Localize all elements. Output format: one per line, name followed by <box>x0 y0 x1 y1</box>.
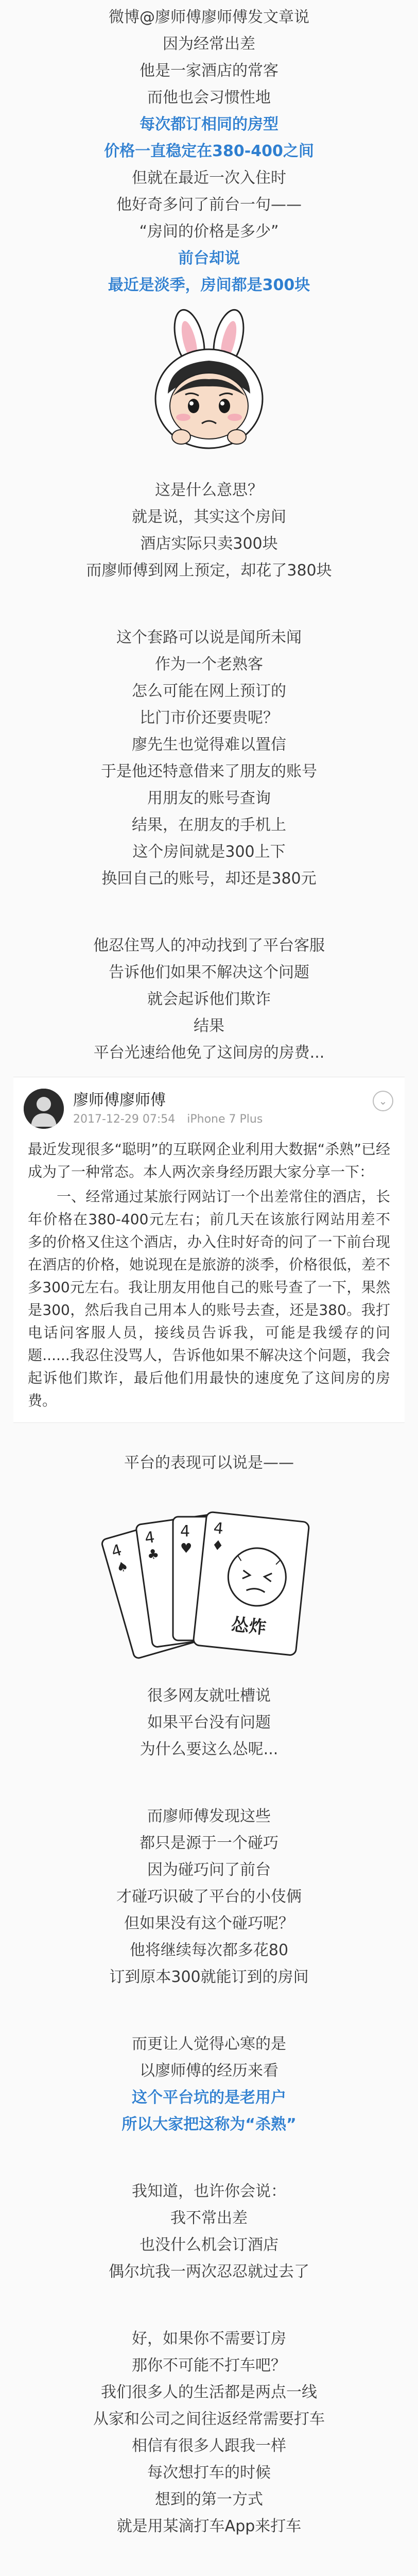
text-line: 他忍住骂人的冲动找到了平台客服 <box>93 937 325 955</box>
svg-text:4: 4 <box>109 1541 124 1562</box>
text-line: 从家和公司之间往返经常需要打车 <box>93 2410 325 2428</box>
objection-section <box>0 2178 418 2285</box>
taxi-lines <box>21 2326 397 2540</box>
text-line: 价格一直稳定在380-400之间 <box>104 142 314 160</box>
text-line: 他将继续每次都多花80 <box>129 1941 289 1959</box>
platform-section <box>0 1450 418 1477</box>
post-paragraph-1: 最近发现很多“聪明”的互联网企业利用大数据“杀熟”已经成为了一种常态。本人两次亲身经历跟大家分享一下： <box>28 1141 390 1180</box>
text-line: 很多网友就吐槽说 <box>147 1687 271 1705</box>
text-line: 酒店实际只卖300块 <box>140 535 278 553</box>
text-line: 比门市价还要贵呢？ <box>140 709 278 727</box>
illustration-caption: 怂炸 <box>230 1614 268 1639</box>
text-line: 换回自己的账号，却还是380元 <box>101 870 317 888</box>
text-line: 这是什么意思？ <box>155 481 263 499</box>
coincidence-lines <box>21 1803 397 1991</box>
text-line: 微博@廖师傅廖师傅发文章说 <box>109 8 309 26</box>
svg-text:4: 4 <box>143 1528 156 1548</box>
text-line: 相信有很多人跟我一样 <box>132 2437 286 2455</box>
text-line: 因为碰巧问了前台 <box>147 1861 271 1879</box>
text-line: 告诉他们如果不解决这个问题 <box>109 963 309 981</box>
text-line: 作为一个老熟客 <box>155 655 263 673</box>
intro-section <box>0 0 418 299</box>
post-paragraph-2: 一、经常通过某旅行网站订一个出差常住的酒店，长年价格在380-400元左右；前几天在该旅行网站用差不多的价格又住这个酒店，办入住时好奇的问了一下前台现在酒店的价格，她说现在是旅游的淡季，价格很低，差不多300元左右。我让朋友用他自己的账号查了一下，果然是300，然后我自己用本人的账号去查，还是380。我打电话问客服人员，接线员告诉我，可能是我缓存的问题......我忍住没骂人，告诉他如果不解决这个问题，我会起诉他们欺诈，最后他们用最快的速度免了这间房的房费。 <box>28 1188 390 1409</box>
svg-text:♥: ♥ <box>180 1541 193 1556</box>
text-line: 最近是淡季，房间都是300块 <box>108 276 310 294</box>
text-line: 这个套路可以说是闻所未闻 <box>116 629 302 647</box>
objection-lines <box>21 2178 397 2285</box>
text-line: 订到原本300就能订到的房间 <box>109 1968 309 1986</box>
avatar[interactable] <box>24 1089 64 1129</box>
user-meta <box>73 1090 271 1128</box>
text-line: 因为经常出差 <box>163 35 255 53</box>
svg-text:♠: ♠ <box>114 1558 131 1577</box>
complaint-section <box>0 933 418 1066</box>
text-line: 平台光速给他免了这间房的房费... <box>93 1044 325 1062</box>
text-line: 前台却说 <box>178 249 240 267</box>
text-line: 于是他还特意借来了朋友的账号 <box>101 762 317 781</box>
text-line: 结果，在朋友的手机上 <box>132 816 286 834</box>
post-meta <box>73 1111 271 1128</box>
worried-bunny-icon <box>132 307 286 462</box>
playing-cards-icon <box>75 1487 343 1667</box>
text-line: 他好奇多问了前台一句—— <box>116 196 302 214</box>
text-line: 用朋友的账号查询 <box>147 789 271 807</box>
intro-lines <box>21 4 397 299</box>
text-line: “房间的价格是多少” <box>139 223 279 241</box>
text-line: 那你不可能不打车吧？ <box>132 2357 286 2375</box>
post-body <box>13 1138 405 1422</box>
platform-line: 平台的表现可以说是—— <box>124 1454 294 1472</box>
text-line: 就是用某滴打车App来打车 <box>116 2517 302 2535</box>
loyal-user-lines <box>21 2031 397 2138</box>
svg-text:4: 4 <box>180 1522 190 1540</box>
text-line: 我不常出差 <box>170 2209 248 2227</box>
text-line: 也没什么机会订酒店 <box>140 2236 278 2254</box>
chevron-down-icon: ⌄ <box>378 1095 388 1107</box>
netizen-section <box>0 1683 418 1763</box>
text-line: 他是一家酒店的常客 <box>140 62 278 80</box>
text-line: 这个房间就是300上下 <box>132 843 286 861</box>
text-line: 但就在最近一次入住时 <box>132 169 286 187</box>
text-line: 廖先生也觉得难以置信 <box>132 736 286 754</box>
explanation-section <box>0 477 418 584</box>
text-line: 偶尔坑我一两次忍忍就过去了 <box>109 2263 309 2281</box>
text-line: 就是说，其实这个房间 <box>132 508 286 526</box>
weibo-post-card <box>13 1077 405 1423</box>
taxi-section <box>0 2326 418 2540</box>
text-line: 而更让人觉得心寒的是 <box>132 2035 286 2053</box>
text-line: 怎么可能在网上预订的 <box>132 682 286 700</box>
netizen-lines <box>21 1683 397 1763</box>
text-line: 结果 <box>194 1017 224 1035</box>
avatar-icon <box>24 1089 64 1129</box>
more-button[interactable] <box>373 1091 393 1111</box>
svg-text:♦: ♦ <box>211 1537 225 1554</box>
text-line: 每次都订相同的房型 <box>140 115 278 133</box>
text-line: 如果平台没有问题 <box>147 1714 271 1732</box>
cards-illustration <box>0 1487 418 1667</box>
text-line: 但如果没有这个碰巧呢？ <box>124 1914 294 1933</box>
loyal-user-section <box>0 2031 418 2138</box>
text-line: 才碰巧识破了平台的小伎俩 <box>116 1888 302 1906</box>
explanation-lines <box>21 477 397 584</box>
text-line: 而廖师傅到网上预定，却花了380块 <box>86 562 332 580</box>
text-line: 所以大家把这称为“杀熟” <box>121 2115 297 2133</box>
text-line: 为什么要这么怂呢... <box>140 1740 278 1758</box>
text-line: 好，如果你不需要订房 <box>132 2330 286 2348</box>
svg-text:4: 4 <box>212 1519 224 1538</box>
coincidence-section <box>0 1803 418 1991</box>
text-line: 我知道，也许你会说： <box>132 2182 286 2200</box>
text-line: 而廖师傅发现这些 <box>147 1807 271 1825</box>
complaint-lines <box>21 933 397 1066</box>
post-time: 2017-12-29 07:54 <box>73 1113 176 1126</box>
post-device: iPhone 7 Plus <box>187 1113 263 1126</box>
post-header <box>13 1077 405 1138</box>
story-lines <box>21 624 397 892</box>
bunny-sticker <box>0 307 418 462</box>
author-name[interactable]: 廖师傅廖师傅 <box>73 1091 166 1109</box>
text-line: 想到的第一方式 <box>155 2490 263 2509</box>
text-line: 这个平台坑的是老用户 <box>132 2089 286 2107</box>
text-line: 每次想打车的时候 <box>147 2464 271 2482</box>
text-line: 我们很多人的生活都是两点一线 <box>101 2383 317 2401</box>
svg-text:♣: ♣ <box>146 1546 161 1564</box>
text-line: 都只是源于一个碰巧 <box>140 1834 278 1852</box>
story-section <box>0 624 418 892</box>
text-line: 就会起诉他们欺诈 <box>147 990 271 1008</box>
text-line: 以廖师傅的经历来看 <box>140 2062 278 2080</box>
text-line: 而他也会习惯性地 <box>147 89 271 107</box>
